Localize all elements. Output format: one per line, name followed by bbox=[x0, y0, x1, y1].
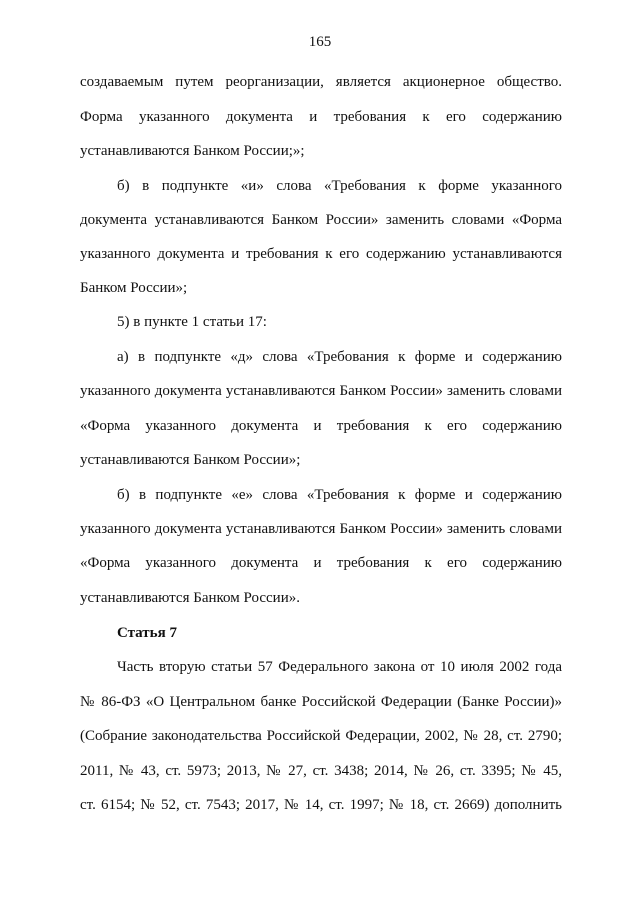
text-line: Часть вторую статьи 57 Федерального закона от 10 июля 2002 года bbox=[117, 659, 562, 675]
text-line: указанного документа и требования к его содержанию устанавливаются bbox=[80, 246, 562, 262]
text-line: 2011, № 43, ст. 5973; 2013, № 27, ст. 3438; 2014, № 26, ст. 3395; № 45, bbox=[80, 763, 562, 779]
text-line: а) в подпункте «д» слова «Требования к форме и содержанию bbox=[117, 349, 562, 365]
text-line: № 86-ФЗ «О Центральном банке Российской Федерации (Банке России)» bbox=[80, 694, 562, 710]
text-line: устанавливаются Банком России;»; bbox=[80, 143, 305, 159]
text-line: устанавливаются Банком России»; bbox=[80, 452, 301, 468]
text-line: устанавливаются Банком России». bbox=[80, 590, 300, 606]
text-line: б) в подпункте «е» слова «Требования к форме и содержанию bbox=[117, 487, 562, 503]
text-line: создаваемым путем реорганизации, является акционерное общество. bbox=[80, 74, 562, 90]
text-line: (Собрание законодательства Российской Федерации, 2002, № 28, ст. 2790; bbox=[80, 728, 562, 744]
text-line: документа устанавливаются Банком России» заменить словами «Форма bbox=[80, 212, 562, 228]
text-line: ст. 6154; № 52, ст. 7543; 2017, № 14, ст. 1997; № 18, ст. 2669) дополнить bbox=[80, 797, 562, 813]
text-line: 5) в пункте 1 статьи 17: bbox=[117, 314, 267, 330]
text-line: Форма указанного документа и требования к его содержанию bbox=[80, 109, 562, 125]
text-line: б) в подпункте «и» слова «Требования к форме указанного bbox=[117, 178, 562, 194]
page-number: 165 bbox=[308, 34, 332, 50]
text-line: «Форма указанного документа и требования к его содержанию bbox=[80, 555, 562, 571]
text-line: Банком России»; bbox=[80, 280, 188, 296]
text-line: «Форма указанного документа и требования к его содержанию bbox=[80, 418, 562, 434]
text-line: указанного документа устанавливаются Банком России» заменить словами bbox=[80, 521, 562, 537]
article-heading: Статья 7 bbox=[117, 625, 177, 641]
text-line: указанного документа устанавливаются Банком России» заменить словами bbox=[80, 383, 562, 399]
